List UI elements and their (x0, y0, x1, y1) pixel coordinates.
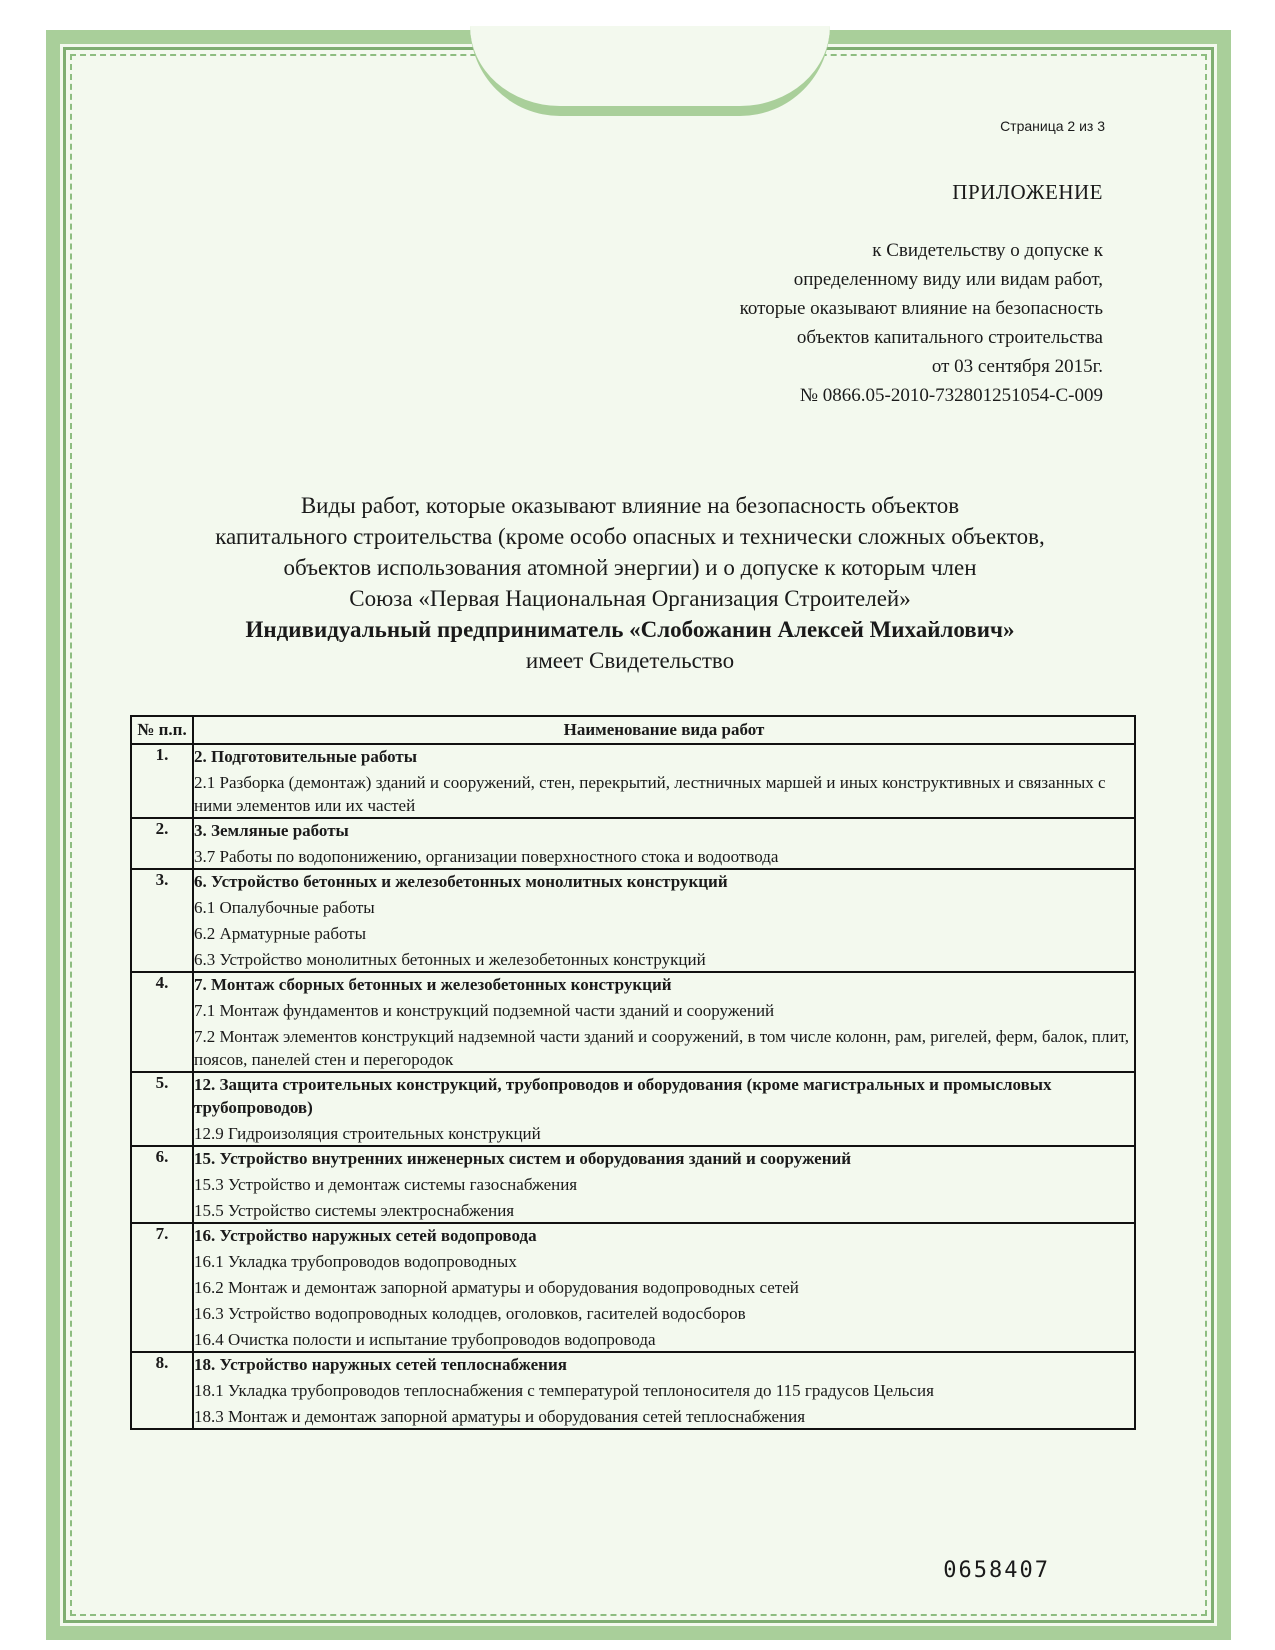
work-group-title: 7. Монтаж сборных бетонных и железобетонных конструкций (194, 975, 672, 994)
row-number: 1. (131, 744, 193, 818)
document-heading (130, 490, 1130, 676)
row-content (193, 972, 1135, 1072)
heading-line: капитального строительства (кроме особо опасных и технически сложных объектов, (215, 524, 1045, 549)
table-row (131, 1072, 1135, 1146)
heading-line: Виды работ, которые оказывают влияние на безопасность объектов (300, 493, 960, 518)
table-row (131, 744, 1135, 818)
row-content (193, 1146, 1135, 1223)
work-item: 3.7 Работы по водопонижению, организации поверхностного стока и водоотвода (194, 847, 779, 866)
heading-line: Союза «Первая Национальная Организация Строителей» (349, 586, 911, 611)
work-item: 6.3 Устройство монолитных бетонных и железобетонных конструкций (194, 950, 706, 969)
row-number: 4. (131, 972, 193, 1072)
certificate-number: № 0866.05-2010-732801251054-С-009 (799, 385, 1103, 406)
appendix-line: определенному виду или видам работ, (793, 269, 1103, 290)
works-table (130, 715, 1136, 1430)
row-number: 6. (131, 1146, 193, 1223)
work-item: 18.3 Монтаж и демонтаж запорной арматуры и оборудования сетей теплоснабжения (194, 1407, 806, 1426)
work-item: 15.3 Устройство и демонтаж системы газоснабжения (194, 1175, 578, 1194)
appendix-line: которые оказывают влияние на безопасность (739, 298, 1103, 319)
row-number: 5. (131, 1072, 193, 1146)
work-item: 7.2 Монтаж элементов конструкций надземной части зданий и сооружений, в том числе колонн, рам, ригелей, ферм, балок, плит, поясов, панелей стен и перегородок (194, 1027, 1129, 1069)
row-number: 3. (131, 869, 193, 972)
work-group-title: 6. Устройство бетонных и железобетонных монолитных конструкций (194, 872, 728, 891)
appendix-title: ПРИЛОЖЕНИЕ (952, 180, 1103, 204)
work-group-title: 3. Земляные работы (194, 821, 349, 840)
table-row (131, 1223, 1135, 1352)
work-item: 16.2 Монтаж и демонтаж запорной арматуры и оборудования водопроводных сетей (194, 1278, 799, 1297)
table-row (131, 1352, 1135, 1429)
table-row (131, 869, 1135, 972)
serial-number: 0658407 (943, 1558, 1050, 1583)
row-content (193, 1223, 1135, 1352)
work-item: 7.1 Монтаж фундаментов и конструкций подземной части зданий и сооружений (194, 1001, 775, 1020)
work-group-title: 2. Подготовительные работы (194, 747, 418, 766)
row-content (193, 1072, 1135, 1146)
work-group-title: 18. Устройство наружных сетей теплоснабжения (194, 1355, 567, 1374)
row-number: 7. (131, 1223, 193, 1352)
row-number: 2. (131, 818, 193, 869)
row-content (193, 869, 1135, 972)
work-item: 15.5 Устройство системы электроснабжения (194, 1201, 515, 1220)
work-group-title: 15. Устройство внутренних инженерных систем и оборудования зданий и сооружений (194, 1149, 852, 1168)
page-number: Страница 2 из 3 (1000, 118, 1105, 134)
work-group-title: 12. Защита строительных конструкций, трубопроводов и оборудования (кроме магистральных и промысловых трубопроводов) (194, 1075, 1052, 1117)
table-row (131, 818, 1135, 869)
table-row (131, 972, 1135, 1072)
table-header-row (131, 716, 1135, 744)
heading-line: объектов использования атомной энергии) и о допуске к которым член (283, 555, 977, 580)
row-number: 8. (131, 1352, 193, 1429)
work-group-title: 16. Устройство наружных сетей водопровода (194, 1226, 537, 1245)
work-item: 12.9 Гидроизоляция строительных конструкций (194, 1124, 541, 1143)
work-item: 2.1 Разборка (демонтаж) зданий и сооружений, стен, перекрытий, лестничных маршей и иных конструктивных и связанных с ними элементов или их частей (194, 773, 1106, 815)
heading-closing: имеет Свидетельство (525, 648, 735, 673)
work-item: 18.1 Укладка трубопроводов теплоснабжения с температурой теплоносителя до 115 градусов Цельсия (194, 1381, 934, 1400)
holder-name: Индивидуальный предприниматель «Слобожанин Алексей Михайлович» (245, 617, 1015, 642)
appendix-line: к Свидетельству о допуске к (872, 240, 1103, 261)
certificate-date: от 03 сентября 2015г. (931, 356, 1103, 377)
row-content (193, 818, 1135, 869)
ornament-crest (470, 26, 830, 116)
table-row (131, 1146, 1135, 1223)
appendix-reference (740, 236, 1103, 410)
work-item: 16.1 Укладка трубопроводов водопроводных (194, 1252, 517, 1271)
work-item: 6.1 Опалубочные работы (194, 898, 375, 917)
row-content (193, 1352, 1135, 1429)
row-content (193, 744, 1135, 818)
work-item: 16.3 Устройство водопроводных колодцев, оголовков, гасителей водосборов (194, 1304, 746, 1323)
appendix-line: объектов капитального строительства (796, 327, 1103, 348)
work-item: 6.2 Арматурные работы (194, 924, 367, 943)
column-header-work-name: Наименование вида работ (193, 716, 1135, 744)
column-header-number: № п.п. (131, 716, 193, 744)
work-item: 16.4 Очистка полости и испытание трубопроводов водопровода (194, 1330, 656, 1349)
